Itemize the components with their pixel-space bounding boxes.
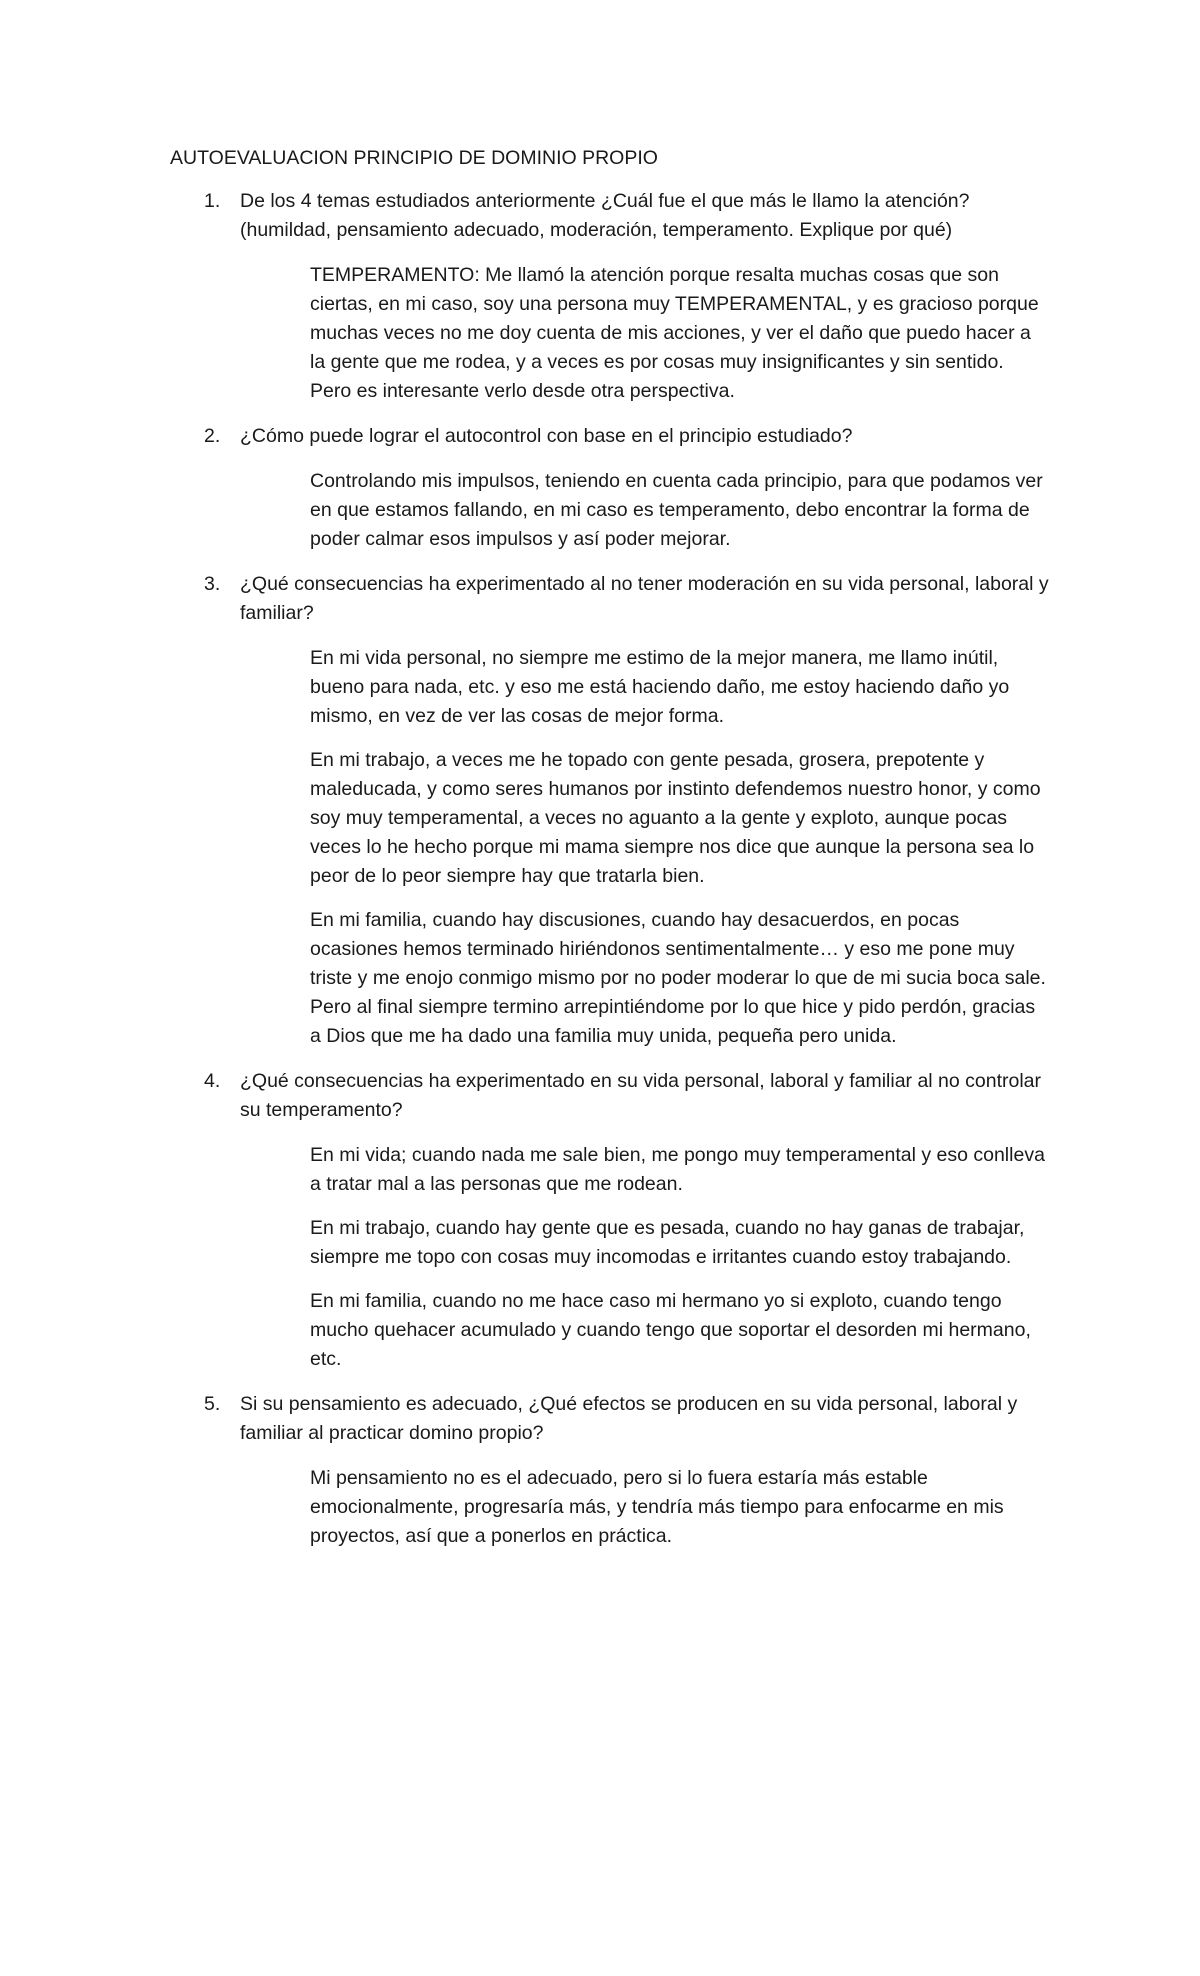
question-number: 4.	[204, 1070, 221, 1092]
answer-paragraph: TEMPERAMENTO: Me llamó la atención porque resalta muchas cosas que son ciertas, en mi caso, soy una persona muy TEMPERAMENTAL, y es gracioso porque muchas veces no me doy cuenta de mis acciones, y ver el daño que puedo hacer a la gente que me rodea, y a veces es por cosas muy insignificantes y sin sentido. Pero es interesante verlo desde otra perspectiva.	[310, 264, 1039, 402]
question-4	[170, 1067, 1050, 1125]
question-text: Si su pensamiento es adecuado, ¿Qué efectos se producen en su vida personal, laboral y familiar al practicar domino propio?	[240, 1393, 1018, 1444]
document-title: AUTOEVALUACION PRINCIPIO DE DOMINIO PROPIO	[170, 147, 658, 169]
answer-block-1	[170, 261, 1050, 406]
answer-paragraph: En mi trabajo, cuando hay gente que es pesada, cuando no hay ganas de trabajar, siempre me topo con cosas muy incomodas e irritantes cuando estoy trabajando.	[310, 1217, 1025, 1268]
question-number: 3.	[204, 573, 221, 595]
question-text: ¿Qué consecuencias ha experimentado en su vida personal, laboral y familiar al no controlar su temperamento?	[240, 1070, 1042, 1121]
answer-paragraph: En mi familia, cuando hay discusiones, cuando hay desacuerdos, en pocas ocasiones hemos terminado hiriéndonos sentimentalmente… y eso me pone muy triste y me enojo conmigo mismo por no poder moderar lo que de mi sucia boca sale. Pero al final siempre termino arrepintiéndome por lo que hice y pido perdón, gracias a Dios que me ha dado una familia muy unida, pequeña pero unida.	[310, 909, 1046, 1047]
question-text: ¿Cómo puede lograr el autocontrol con base en el principio estudiado?	[240, 425, 853, 447]
question-3	[170, 570, 1050, 628]
question-2	[170, 422, 1050, 451]
question-5	[170, 1390, 1050, 1448]
answer-paragraph: Controlando mis impulsos, teniendo en cuenta cada principio, para que podamos ver en que estamos fallando, en mi caso es temperamento, debo encontrar la forma de poder calmar esos impulsos y así poder mejorar.	[310, 470, 1043, 550]
answer-paragraph: En mi familia, cuando no me hace caso mi hermano yo si exploto, cuando tengo mucho quehacer acumulado y cuando tengo que soportar el desorden mi hermano, etc.	[310, 1290, 1031, 1370]
question-text: ¿Qué consecuencias ha experimentado al no tener moderación en su vida personal, laboral y familiar?	[240, 573, 1049, 624]
question-1	[170, 187, 1050, 245]
answer-paragraph: En mi vida personal, no siempre me estimo de la mejor manera, me llamo inútil, bueno para nada, etc. y eso me está haciendo daño, me estoy haciendo daño yo mismo, en vez de ver las cosas de mejor forma.	[310, 647, 1010, 727]
answer-paragraph: En mi vida; cuando nada me sale bien, me pongo muy temperamental y eso conlleva a tratar mal a las personas que me rodean.	[310, 1144, 1045, 1195]
answer-paragraph: En mi trabajo, a veces me he topado con gente pesada, grosera, prepotente y maleducada, y como seres humanos por instinto defendemos nuestro honor, y como soy muy temperamental, a veces no aguanto a la gente y exploto, aunque pocas veces lo he hecho porque mi mama siempre nos dice que aunque la persona sea lo peor de lo peor siempre hay que tratarla bien.	[310, 749, 1041, 887]
question-number: 1.	[204, 190, 221, 212]
answer-block-3	[170, 644, 1050, 1051]
answer-block-2	[170, 467, 1050, 554]
answer-block-4	[170, 1141, 1050, 1374]
question-number: 2.	[204, 425, 221, 447]
answer-paragraph: Mi pensamiento no es el adecuado, pero si lo fuera estaría más estable emocionalmente, progresaría más, y tendría más tiempo para enfocarme en mis proyectos, así que a ponerlos en práctica.	[310, 1467, 1004, 1547]
answer-block-5	[170, 1464, 1050, 1551]
question-number: 5.	[204, 1393, 221, 1415]
question-text: De los 4 temas estudiados anteriormente ¿Cuál fue el que más le llamo la atención? (humildad, pensamiento adecuado, moderación, temperamento. Explique por qué)	[240, 190, 970, 241]
